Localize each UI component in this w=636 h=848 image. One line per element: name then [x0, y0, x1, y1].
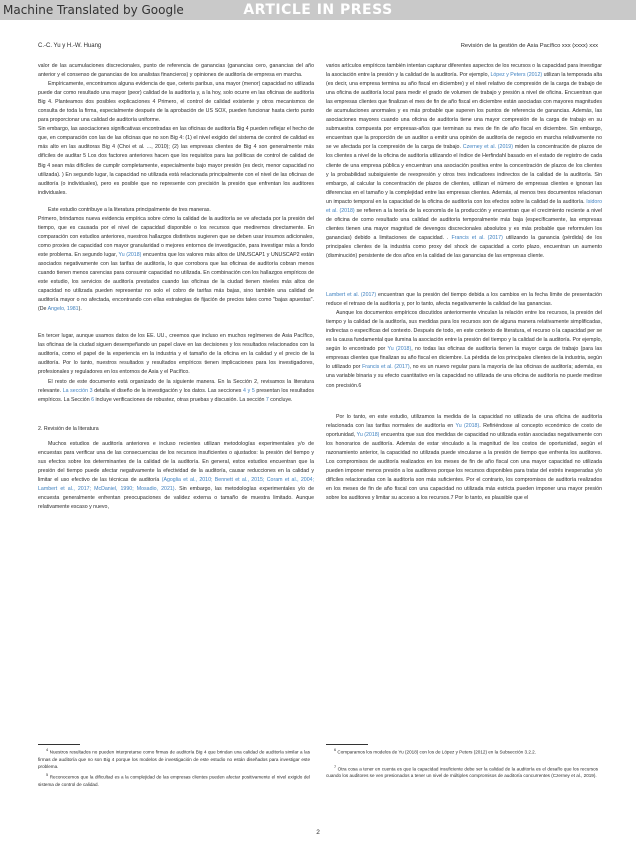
- footnotes-left: [38, 747, 310, 788]
- left-column: [38, 62, 314, 512]
- article-in-press-title: ARTICLE IN PRESS: [243, 2, 393, 18]
- footnote: $^7$ Otra cosa a tener en cuenta es que la capacidad insuficiente debe ser la calidad de la auditoría es el desafío que los recursos cuando los auditores se ven presionados a tener un nivel de múltiples compromisos de auditoría concurrentes (Czerney et al., 2019).: [326, 764, 598, 779]
- citation-link[interactable]: Yu (2018): [455, 422, 480, 429]
- machine-translation-label: Machine Translated by Google: [3, 3, 184, 17]
- footnotes-right: [326, 747, 598, 780]
- paragraph: Por lo tanto, en este estudio, utilizamos la medida de la capacidad no utilizada de una oficina de auditoría relacionada con las tarifas normales de auditoría en Yu (2018). Refiriéndose al concepto económico de costo de oportunidad, Yu (2018) encuentra que sus dos medidas de capacidad no utilizada están asociadas negativamente con los honorarios de auditoría. Además de estar vinculado a la magnitud de los costos de oportunidad, según el razonamiento anterior, la capacidad no utilizada puede vincularse a la presión de tiempo que enfrenta los auditores. Los compromisos de auditoría realizados en los meses de fin de año fiscal con una mayor capacidad no utilizada pueden imponer menos presión a los auditores porque los recursos disponibles para tratar del estrés inesperadas y/o difíciles relacionadas con la auditoría son más suficientes. Por el contrario, los compromisos de auditoría realizados en los meses de fin de año fiscal con una capacidad no utilizada más estricta pueden imponer una mayor presión sobre los auditores y limitar su acceso a los recursos.7 Por lo tanto, es plausible que el: [326, 413, 602, 501]
- citation-link[interactable]: Yu (2018): [356, 431, 380, 438]
- citation-link[interactable]: Francis et al. (2017): [451, 234, 503, 241]
- section-link[interactable]: 4 y 5: [243, 387, 255, 394]
- citation-link[interactable]: Angelo, 1981: [47, 306, 79, 313]
- paragraph: Primero, brindamos nueva evidencia empírica sobre cómo la calidad de la auditoría se ve afectada por la presión del tiempo, que es causada por el nivel de capacidad disponible o los recursos que mediremos directamente. En comparación con estudios anteriores, nuestros hallazgos distintivos sugieren que se deben usar insumos adicionales, como proxies de capacidad con mayor granularidad o mejores entornos de investigación, para investigar más a fondo este problema. En segundo lugar, Yu (2018) encuentra que los valores más altos de UNUSCAP1 y UNUSCAP2 están asociados negativamente con las tarifas de auditoría, lo que corrobora que las oficinas de auditoría cobran menos cuando tienen menos carencias para consumir capacidad no utilizada. En combinación con los hallazgos empíricos de este estudio, los servicios de auditoría prestados cuando las oficinas de la ciudad tienen niveles más altos de capacidad no utilizada pueden representar no solo el cobro de tarifas más bajas, sino también una calidad de auditoría mayor o no afectada, encontrando con ellas estrategias de fijación de precios tales como "bajas apuestas". (De Angelo, 1981).: [38, 215, 314, 313]
- paragraph: varios artículos empíricos también intentan capturar diferentes aspectos de los recursos o la capacidad para investigar la asociación entre la presión y la calidad de la auditoría. Por ejemplo, López y Peters (2012) utilizan la temporada alta (es decir, una empresa termina su año fiscal en diciembre) y el nivel relativo de compresión de la carga de trabajo de una oficina de auditoría local para medir el grado de volumen de trabajo y presión a nivel de oficina. Encuentran que las empresas clientes que finalizan el mes de fin de año fiscal en diciembre están asociadas con mayores magnitudes de acumulaciones anormales y es más probable que superen los puntos de referencia de ganancias. Además, las asociaciones mayores cuando una oficina de auditoría tiene una mayor compresión de la carga de trabajo en su submuestra compuesta por empresas-años que terminan su mes de fin de año fiscal en diciembre. Sin embargo, encuentran que la proporción de un auditor a emitir una opinión de auditoría de negocio en marcha relativamente no se ve afectada por la compresión de la carga de trabajo. Czerney et al. (2019) miden la concentración de plazos de los clientes a nivel de la oficina de auditoría utilizando el índice de Herfindahl basado en el estado de registro de cada cliente de una empresa pública y encuentran una asociación positiva entre la concentración de plazos de los clientes y la probabilidad subsiguiente de reexpresión y otros tres indicadores indirectos de la calidad de la auditoría. Sin embargo, al calcular la concentración de plazos de clientes, utilizan el número de empresas clientes e ignoran las diferencias en el tamaño y la complejidad entre las empresas clientes. Además, al menos tres documentos relacionan un impacto temporal en la capacidad de la oficina de auditoría con los efectos sobre la calidad de la auditoría. Isidoro et al. (2018) se refieren a la teoría de la economía de la producción y encuentran que el crecimiento reciente a nivel de oficina de como resultado una calidad de auditoría temporalmente más baja (específicamente, las empresas clientes tienen una mayor magnitud de devengos discrecionales absolutos y es más probable que reformulen los ganancias) debido a limitaciones de capacidad. . Francis et al. (2017) utilizando la ganancia (pérdida) de los principales clientes de la industria como proxy del shock de capacidad a corto plazo, encuentran un aumento (disminución) persistente de dos años en la calidad de las ganancias de las empresas cliente.: [326, 63, 602, 259]
- citation-link[interactable]: Czerney et al. (2019): [462, 144, 513, 151]
- paragraph: Muchos estudios de auditoría anteriores e incluso recientes utilizan metodologías experimentales y/o de encuestas para verificar una de las consecuencias de los recursos insuficientes o ajustados: la presión del tiempo y sus efectos sobre los determinantes de la calidad de la auditoría. En general, estos estudios encuentran que la presión del tiempo puede afectar negativamente la efectividad de la auditoría, causar reducciones en la calidad y limitar el uso efectivo de las técnicas de auditoría (Agoglia et al., 2010; Bennett et al., 2015; Coram et al., 2004; Lambert et al., 2017; McDaniel, 1990; Mosadio, 2021). Sin embargo, las metodologías experimentales y/o de encuesta generalmente enfrentan preocupaciones de validez externa o tamaño de muestra limitado. Aunque relativamente escaso y nuevo,: [38, 440, 314, 511]
- section-link[interactable]: 7: [265, 396, 269, 403]
- paragraph: En tercer lugar, aunque usamos datos de los EE. UU., creemos que incluso en muchos regímenes de Asia Pacífico, las oficinas de la ciudad siguen desempeñando un papel clave en las decisiones y los resultados relacionados con la auditoría, como el papel de la experiencia en la industria y el tamaño de la oficina en la calidad y el precio de la auditoría. Por lo tanto, nuestros resultados y resultados empíricos tienen implicaciones para los investigadores, profesionales y reguladores en los entornos de Asia y el Pacífico.: [38, 333, 314, 376]
- right-column: [326, 62, 602, 503]
- running-header-authors: C.-C. Yu y H.-W. Huang: [38, 43, 102, 49]
- section-link[interactable]: 6: [91, 396, 95, 403]
- footnote: $^5$ Reconocemos que la dificultad es a la complejidad de las empresas clientes pueden afectar positivamente el nivel exigido del sistema de control de calidad.: [38, 773, 311, 787]
- paragraph: El resto de este documento está organizado de la siguiente manera. En la Sección 2, revisamos la literatura relevante. La sección 3 detalla el diseño de la investigación y los datos. Las secciones 4 y 5 presentan los resultados empíricos. La Sección 6 incluye verificaciones de robustez, otras pruebas y discusión. La sección 7 concluye.: [38, 378, 314, 403]
- citation-link[interactable]: Yu (2018): [387, 346, 412, 353]
- paragraph: Aunque los documentos empíricos discutidos anteriormente vinculan la relación entre los recursos, la presión del tiempo y la calidad de la auditoría, sus medidas para los recursos son de alguna manera relativamente simplificadas, indirectas o específicas del contexto. Después de todo, en este contexto de literatura, el recurso o la capacidad per se es la causa fundamental que ilumina la asociación entre la presión del tiempo y la calidad de la auditoría. Por ejemplo, según lo encontrado por Yu (2018), no todas las oficinas de auditoría tienen la mayor carga de trabajo (para las empresas clientes que finalizan su año fiscal en diciembre. La pérdida de los principales clientes de la industria, según lo utilizado por Francis et al. (2017), no es un nuevo regular para la mayoría de las oficinas de auditoría; además, es una variable binaria y su efecto cuantitativo en la capacidad no utilizada de una oficina de auditoría no puede medirse con precisión.6: [326, 310, 602, 389]
- running-header-journal: Revisión de la gestión de Asia Pacífico xxx (xxxx) xxx: [460, 43, 598, 49]
- citation-link[interactable]: Yu (2018): [118, 251, 142, 258]
- citation-link[interactable]: López y Peters (2012): [490, 72, 543, 79]
- footnote: $^4$ Nuestros resultados no pueden interpretarse como firmas de auditoría Big 4 que brindan una calidad de auditoría similar a las firmas de auditoría que no son Big 4 porque los modelos de investigación de este estudio no están diseñados para investigar este problema.: [38, 748, 310, 769]
- paragraph: Sin embargo, las asociaciones significativas encontradas en las oficinas de auditoría Big 4 pueden reflejar el hecho de que, en comparación con las de las oficinas que no son Big 4: (1) el nivel exigido del sistema de control de calidad es más alto en las auditoras Big 4 (Choi et al. ..., 2010); (2) las empresas clientes de Big 4 son generalmente más difíciles de auditar 5 Los dos factores anteriores hacen que los requisitos para las políticas de control de calidad de Big 4 sean más difíciles de cumplir completamente, especialmente bajo mayor presión (es decir, menor capacidad no utilizada). ) En segundo lugar, la capacidad no utilizada está relacionada principalmente con el nivel de las oficinas de auditoría (o individuales), pero es posible que no represente con precisión la presión que enfrentan los auditores individuales.: [38, 126, 314, 196]
- paragraph: Empíricamente, encontramos alguna evidencia de que, ceteris paribus, una mayor (menor) capacidad no utilizada puede dar como resultado una mayor (peor) calidad de la auditoría y, a la hoy, solo ocurre en las oficinas de auditoría Big 4. Planteamos dos posibles explicaciones 4 Primero, el control de calidad existente y otros mecanismos de consulta de toda la firma, especialmente después de la aprobación de US SOX, pueden funcionar hasta cierto punto para proporcionar una calidad de auditoría uniforme.: [38, 81, 314, 124]
- machine-translation-banner: [0, 0, 636, 20]
- footnote-rule: [326, 744, 368, 745]
- section-link[interactable]: La sección 3: [62, 387, 93, 394]
- page-number: 2: [316, 829, 320, 836]
- citation-link[interactable]: Francis et al. (2017): [362, 364, 410, 371]
- paragraph: valor de las acumulaciones discrecionales, punto de referencia de ganancias (ganancias cero, ganancias del año anterior y el consenso de ganancias de los analistas financieros) y opiniones de auditoría de empresa en marcha.: [38, 63, 314, 79]
- citation-link[interactable]: Lambert et al. (2017): [326, 292, 377, 299]
- section-heading: 2. Revisión de la literatura: [38, 425, 99, 432]
- paragraph: Este estudio contribuye a la literatura principalmente de tres maneras.: [48, 206, 211, 213]
- footnote: $^6$ Comparamos los modelos de Yu (2018) con los de López y Peters (2012) en la Subsección 3.2.2.: [334, 748, 537, 755]
- footnote-rule: [38, 744, 80, 745]
- citation-link[interactable]: Isidoro et al. (2018): [326, 198, 602, 214]
- paragraph: Lambert et al. (2017) encuentran que la presión del tiempo debida a los cambios en la fecha límite de presentación reduce el retraso de la auditoría y, por lo tanto, afecta negativamente la calidad de las ganancias.: [326, 292, 602, 308]
- citation-link[interactable]: (Agoglia et al., 2010; Bennett et al., 2015; Coram et al., 2004; Lambert et al., 2017; McDaniel, 1990; Mosadio, 2021): [38, 476, 314, 492]
